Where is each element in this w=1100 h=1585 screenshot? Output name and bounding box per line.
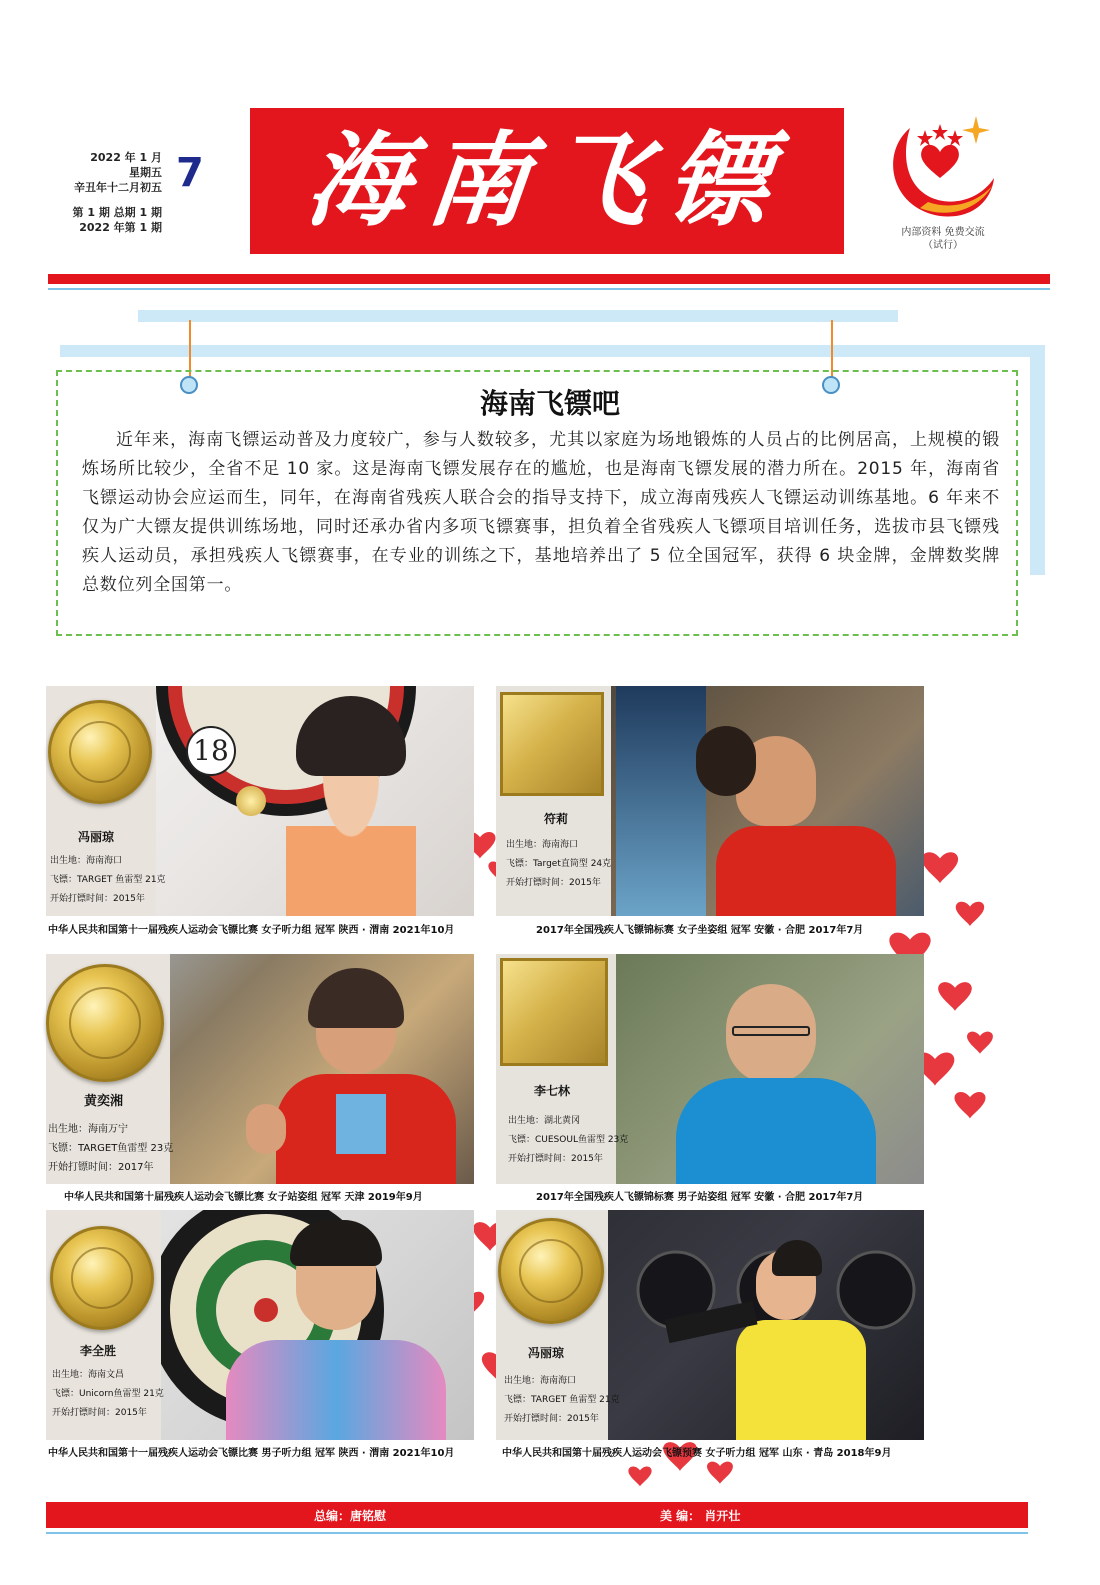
footer-bar xyxy=(46,1502,1028,1528)
gold-medal-icon xyxy=(500,958,608,1066)
athlete-card xyxy=(46,1210,474,1440)
athlete-birthplace: 出生地：海南海口 xyxy=(50,856,123,866)
athlete-birthplace: 出生地：海南海口 xyxy=(506,840,579,850)
issue-weekday: 星期五 xyxy=(129,166,162,179)
athlete-birthplace: 出生地：海南文昌 xyxy=(52,1370,125,1380)
athlete-caption: 中华人民共和国第十一届残疾人运动会飞镖比赛 男子听力组 冠军 陕西 · 渭南 2021年10月 xyxy=(48,1448,455,1459)
athlete-dart: 飞镖：TARGET鱼雷型 23克 xyxy=(48,1143,174,1154)
issue-year-number: 2022 年第 1 期 xyxy=(79,221,162,234)
athlete-name: 冯丽琼 xyxy=(78,830,115,844)
athlete-dart: 飞镖：Target直筒型 24克 xyxy=(506,859,612,869)
athlete-caption: 2017年全国残疾人飞镖锦标赛 女子坐姿组 冠军 安徽 · 合肥 2017年7月 xyxy=(536,925,864,936)
masthead-red-rule xyxy=(48,274,1050,284)
athlete-shirt xyxy=(676,1078,876,1184)
decor-blue-bar xyxy=(138,310,898,322)
athlete-start-year: 开始打镖时间：2015年 xyxy=(504,1414,599,1424)
athlete-caption: 2017年全国残疾人飞镖锦标赛 男子站姿组 冠军 安徽 · 合肥 2017年7月 xyxy=(536,1192,864,1203)
athlete-start-year: 开始打镖时间：2015年 xyxy=(52,1408,147,1418)
held-medal xyxy=(236,786,266,816)
logo-caption-line2: （试行） xyxy=(923,240,963,251)
page-number: 7 xyxy=(176,150,204,196)
athlete-start-year: 开始打镖时间：2017年 xyxy=(48,1162,154,1173)
athlete-name: 符莉 xyxy=(544,812,569,826)
athlete-badge xyxy=(336,1094,386,1154)
athlete-caption: 中华人民共和国第十届残疾人运动会飞镖比赛 女子站姿组 冠军 天津 2019年9月 xyxy=(64,1192,423,1203)
athlete-start-year: 开始打镖时间：2015年 xyxy=(506,878,601,888)
gold-medal-icon xyxy=(498,1218,604,1324)
issue-date: 2022 年 1 月 xyxy=(90,151,162,164)
footer-editor-in-chief: 总编：唐铭慰 xyxy=(314,1509,387,1523)
athlete-birthplace: 出生地：海南万宁 xyxy=(48,1124,128,1135)
athlete-card xyxy=(496,1210,924,1440)
athlete-thumb xyxy=(246,1104,286,1154)
athlete-name: 李七林 xyxy=(534,1084,571,1098)
issue-lunar-date: 辛丑年十二月初五 xyxy=(74,181,162,194)
athlete-birthplace: 出生地：湖北黄冈 xyxy=(508,1116,581,1126)
footer-art-editor: 美 编： 肖开壮 xyxy=(660,1509,741,1523)
athlete-card xyxy=(46,686,474,916)
gold-medal-icon xyxy=(46,964,164,1082)
athlete-card xyxy=(496,954,924,1184)
intro-title: 海南飞镖吧 xyxy=(479,387,620,420)
athlete-meta xyxy=(50,852,166,909)
athlete-name: 冯丽琼 xyxy=(528,1346,565,1360)
athlete-glasses xyxy=(732,1026,810,1036)
athlete-birthplace: 出生地：海南海口 xyxy=(504,1376,577,1386)
athlete-dart: 飞镖：TARGET 鱼雷型 21克 xyxy=(504,1395,620,1405)
decor-blue-bar xyxy=(1030,345,1045,575)
athlete-hair xyxy=(696,726,756,796)
background-blur xyxy=(616,686,706,916)
athlete-meta xyxy=(48,1120,173,1177)
athlete-caption: 中华人民共和国第十一届残疾人运动会飞镖比赛 女子听力组 冠军 陕西 · 渭南 2021年10月 xyxy=(48,925,455,936)
board-number: 18 xyxy=(186,726,236,776)
masthead-title: 海南飞镖 xyxy=(300,121,794,241)
athlete-card xyxy=(46,954,474,1184)
issue-info xyxy=(52,150,162,235)
masthead-title-block xyxy=(250,108,844,254)
gold-medal-icon xyxy=(48,700,152,804)
athlete-caption: 中华人民共和国第十届残疾人运动会飞镖预赛 女子听力组 冠军 山东 · 青岛 2018年9月 xyxy=(502,1448,892,1459)
logo-caption xyxy=(868,226,1018,252)
decor-blue-bar xyxy=(60,345,1045,357)
gold-medal-icon xyxy=(50,1226,154,1330)
athlete-meta xyxy=(508,1112,628,1169)
athlete-meta xyxy=(506,836,611,893)
athlete-dart: 飞镖：Unicorn鱼雷型 21克 xyxy=(52,1389,164,1399)
intro-body: 近年来，海南飞镖运动普及力度较广，参与人数较多，尤其以家庭为场地锻炼的人员占的比例居高，上规模的锻炼场所比较少，全省不足 10 家。这是海南飞镖发展存在的尴尬，也是海南飞镖发展的潜力所在。2015 年，海南省飞镖运动协会应运而生，同年，在海南省残疾人联合会的指导支持下，成立海南残疾人飞镖运动训练基地。6 年来不仅为广大镖友提供训练场地，同时还承办省内多项飞镖赛事，担负着全省残疾人飞镖项目培训任务，选拔市县飞镖残疾人运动员，承担残疾人飞镖赛事，在专业的训练之下，基地培养出了 5 位全国冠军，获得 6 块金牌，金牌数奖牌总数位列全国第一。 xyxy=(82,430,1000,595)
logo-caption-line1: 内部资料 免费交流 xyxy=(901,227,985,238)
issue-number: 第 1 期 总期 1 期 xyxy=(72,206,162,219)
masthead-blue-rule xyxy=(48,288,1050,290)
athlete-shirt xyxy=(226,1340,446,1440)
athlete-name: 李全胜 xyxy=(80,1344,117,1358)
athlete-start-year: 开始打镖时间：2015年 xyxy=(50,894,145,904)
athlete-meta xyxy=(52,1366,164,1423)
athlete-meta xyxy=(504,1372,620,1429)
association-logo xyxy=(880,108,1000,226)
athlete-shirt xyxy=(736,1320,866,1440)
athlete-card xyxy=(496,686,924,916)
athlete-dart: 飞镖：CUESOUL鱼雷型 23克 xyxy=(508,1135,629,1145)
athlete-dart: 飞镖：TARGET 鱼雷型 21克 xyxy=(50,875,166,885)
athlete-name: 黄奕湘 xyxy=(84,1094,124,1109)
footer-blue-rule xyxy=(46,1532,1028,1534)
athlete-start-year: 开始打镖时间：2015年 xyxy=(508,1154,603,1164)
athlete-hair xyxy=(308,968,404,1028)
gold-medal-icon xyxy=(500,692,604,796)
athlete-shirt xyxy=(716,826,896,916)
